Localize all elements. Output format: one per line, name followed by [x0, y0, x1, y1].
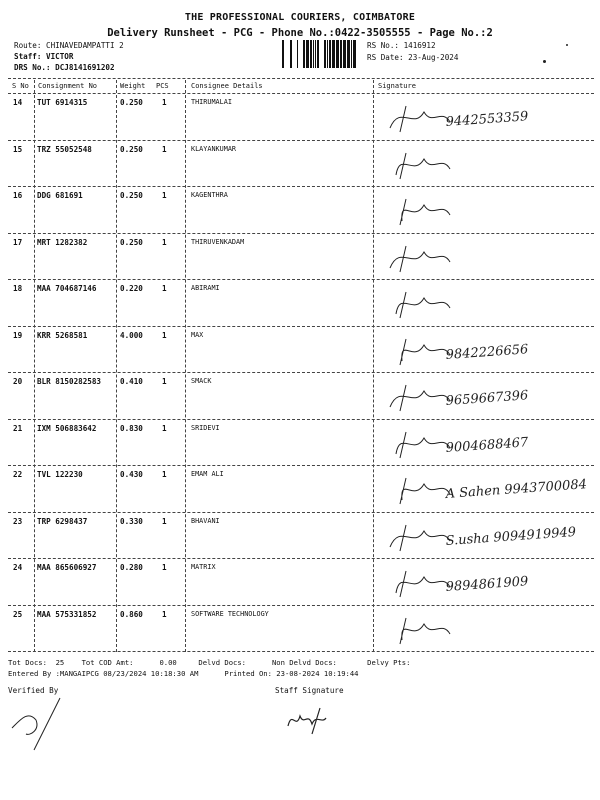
sno-cell: 18: [13, 284, 23, 293]
signature-scribble: [376, 282, 594, 326]
stray-mark: [543, 60, 546, 63]
barcode-image: [282, 40, 360, 68]
consignment-cell: TUT 6914315: [37, 98, 88, 107]
signature-scribble: [376, 422, 594, 466]
sno-cell: 15: [13, 144, 23, 154]
barcode-bar: [306, 40, 309, 68]
verified-by-label: Verified By: [8, 686, 59, 695]
stray-mark: [566, 44, 568, 46]
barcode-bar: [329, 40, 331, 68]
row-separator: [8, 558, 594, 559]
consignment-cell: TVL 122230: [37, 470, 83, 479]
barcode-bar: [351, 40, 352, 68]
consignee-cell: SRIDEVI: [191, 423, 220, 432]
table-row: [8, 236, 594, 280]
pcs-cell: 1: [162, 284, 167, 293]
consignment-cell: TRZ 55052548: [37, 144, 92, 154]
barcode-bar: [332, 40, 335, 68]
consignee-cell: THIRUVENKADAM: [191, 237, 245, 246]
weight-cell: 0.250: [120, 237, 143, 247]
table-header-rule: [8, 93, 594, 94]
table-top-rule: [8, 78, 594, 79]
barcode-bar: [290, 40, 292, 68]
weight-cell: 0.280: [120, 563, 143, 572]
bottom-signatures: [0, 690, 600, 770]
row-separator: [8, 465, 594, 466]
row-separator: [8, 651, 594, 652]
table-row: [8, 468, 594, 512]
signature-scribble: [376, 236, 594, 280]
header-sno: S No: [12, 82, 29, 90]
row-separator: [8, 326, 594, 327]
table-row: [8, 96, 594, 140]
consignee-cell: THIRUMALAI: [191, 98, 232, 106]
consignment-cell: MRT 1282382: [37, 237, 88, 247]
table-row: [8, 515, 594, 559]
pcs-cell: 1: [162, 423, 167, 433]
totals-line: Tot Docs: 25 Tot COD Amt: 0.00 Delvd Docs: Non Delvd Docs: Delvy Pts:: [8, 658, 411, 667]
table-row: [8, 189, 594, 233]
rs-number: RS No.: 1416912: [367, 41, 436, 50]
pcs-cell: 1: [162, 470, 167, 479]
handwritten-note: 9004688467: [445, 434, 529, 456]
row-separator: [8, 186, 594, 187]
pcs-cell: 1: [162, 377, 167, 386]
drs-number: DRS No.: DCJ8141691202: [14, 63, 115, 72]
barcode-bar: [343, 40, 346, 68]
barcode-bar: [310, 40, 312, 68]
sno-cell: 24: [13, 563, 23, 572]
signature-scribble: [376, 515, 594, 559]
table-row: [8, 561, 594, 605]
pcs-cell: 1: [162, 609, 167, 619]
verified-by-signature: [12, 698, 60, 750]
row-separator: [8, 512, 594, 513]
weight-cell: 0.330: [120, 516, 143, 526]
header-weight: Weight: [120, 82, 146, 90]
sno-cell: 21: [13, 423, 23, 433]
pcs-cell: 1: [162, 516, 167, 526]
barcode-bar: [303, 40, 305, 68]
barcode-bar: [327, 40, 328, 68]
staff-signature-scribble: [288, 708, 326, 734]
weight-cell: 0.220: [120, 284, 143, 293]
signature-scribble: [376, 375, 594, 419]
signature-scribble: [376, 561, 594, 605]
consignee-cell: KLAYANKUMAR: [191, 144, 237, 153]
barcode-bar: [347, 40, 350, 68]
signature-scribble: [376, 143, 594, 187]
handwritten-note: 9442553359: [445, 109, 529, 130]
sno-cell: 19: [13, 330, 23, 340]
weight-cell: 0.430: [120, 470, 143, 479]
consignment-cell: KRR 5268581: [37, 330, 88, 340]
header-pcs: PCS: [156, 82, 169, 90]
row-separator: [8, 140, 594, 141]
consignee-cell: ABIRAMI: [191, 284, 220, 292]
table-row: [8, 329, 594, 373]
entry-info-line: Entered By :MANGAIPCG 08/23/2024 10:18:30 AM Printed On: 23-08-2024 10:19:44: [8, 669, 359, 678]
handwritten-note: 9842226656: [445, 341, 529, 363]
sno-cell: 14: [13, 98, 23, 107]
weight-cell: 0.410: [120, 377, 143, 386]
header-consignee: Consignee Details: [191, 82, 263, 90]
pcs-cell: 1: [162, 563, 167, 572]
rs-date: RS Date: 23-Aug-2024: [367, 53, 459, 62]
barcode-bar: [336, 40, 339, 68]
consignee-cell: SOFTWARE TECHNOLOGY: [191, 609, 269, 618]
weight-cell: 0.250: [120, 144, 143, 154]
table-row: [8, 422, 594, 466]
staff-signature-label: Staff Signature: [275, 686, 344, 695]
row-separator: [8, 279, 594, 280]
handwritten-note: 9659667396: [445, 388, 529, 409]
consignment-cell: MAA 575331852: [37, 609, 97, 619]
pcs-cell: 1: [162, 191, 167, 200]
weight-cell: 0.250: [120, 98, 143, 107]
consignment-cell: DDG 681691: [37, 191, 83, 200]
consignee-cell: EMAM ALI: [191, 470, 224, 478]
signature-scribble: [376, 189, 594, 233]
table-row: [8, 143, 594, 187]
signature-scribble: [376, 608, 594, 652]
row-separator: [8, 233, 594, 234]
table-row: [8, 375, 594, 419]
consignee-cell: MAX: [191, 330, 204, 339]
sno-cell: 20: [13, 377, 23, 386]
consignment-cell: MAA 865606927: [37, 563, 97, 572]
handwritten-note: S.usha 9094919949: [445, 524, 577, 549]
sno-cell: 23: [13, 516, 23, 526]
consignment-cell: MAA 704687146: [37, 284, 97, 293]
consignee-cell: MATRIX: [191, 563, 216, 571]
staff-label: Staff: VICTOR: [14, 52, 74, 61]
weight-cell: 0.830: [120, 423, 143, 433]
sno-cell: 25: [13, 609, 23, 619]
signature-scribble: [376, 96, 594, 140]
barcode-bar: [315, 40, 316, 68]
header-signature: Signature: [378, 82, 416, 90]
company-name: THE PROFESSIONAL COURIERS, COIMBATORE: [184, 12, 416, 23]
pcs-cell: 1: [162, 144, 167, 154]
row-separator: [8, 419, 594, 420]
header-consignment: Consignment No: [38, 82, 98, 90]
consignment-cell: BLR 8150282583: [37, 377, 102, 386]
barcode-bar: [353, 40, 356, 68]
consignment-cell: IXM 506883642: [37, 423, 97, 433]
weight-cell: 4.000: [120, 330, 143, 340]
barcode-bar: [317, 40, 319, 68]
sno-cell: 17: [13, 237, 23, 247]
barcode-bar: [282, 40, 284, 68]
row-separator: [8, 372, 594, 373]
sno-cell: 16: [13, 191, 23, 200]
handwritten-note: 9894861909: [445, 574, 529, 595]
runsheet-title: Delivery Runsheet - PCG - Phone No.:0422-3505555 - Page No.:2: [107, 27, 493, 39]
table-row: [8, 608, 594, 652]
handwritten-note: A Sahen 9943700084: [445, 477, 588, 502]
sno-cell: 22: [13, 470, 23, 479]
consignee-cell: BHAVANI: [191, 516, 220, 525]
table-row: [8, 282, 594, 326]
barcode-bar: [324, 40, 326, 68]
barcode-bar: [297, 40, 298, 68]
weight-cell: 0.860: [120, 609, 143, 619]
consignee-cell: KAGENTHRA: [191, 191, 228, 199]
route-label: Route: CHINAVEDAMPATTI 2: [14, 41, 124, 50]
pcs-cell: 1: [162, 330, 167, 340]
consignee-cell: SMACK: [191, 377, 212, 385]
barcode-bar: [313, 40, 314, 68]
weight-cell: 0.250: [120, 191, 143, 200]
row-separator: [8, 605, 594, 606]
pcs-cell: 1: [162, 237, 167, 247]
barcode-bar: [340, 40, 342, 68]
pcs-cell: 1: [162, 98, 167, 107]
signature-scribble: [376, 468, 594, 512]
signature-scribble: [376, 329, 594, 373]
consignment-cell: TRP 6298437: [37, 516, 88, 526]
